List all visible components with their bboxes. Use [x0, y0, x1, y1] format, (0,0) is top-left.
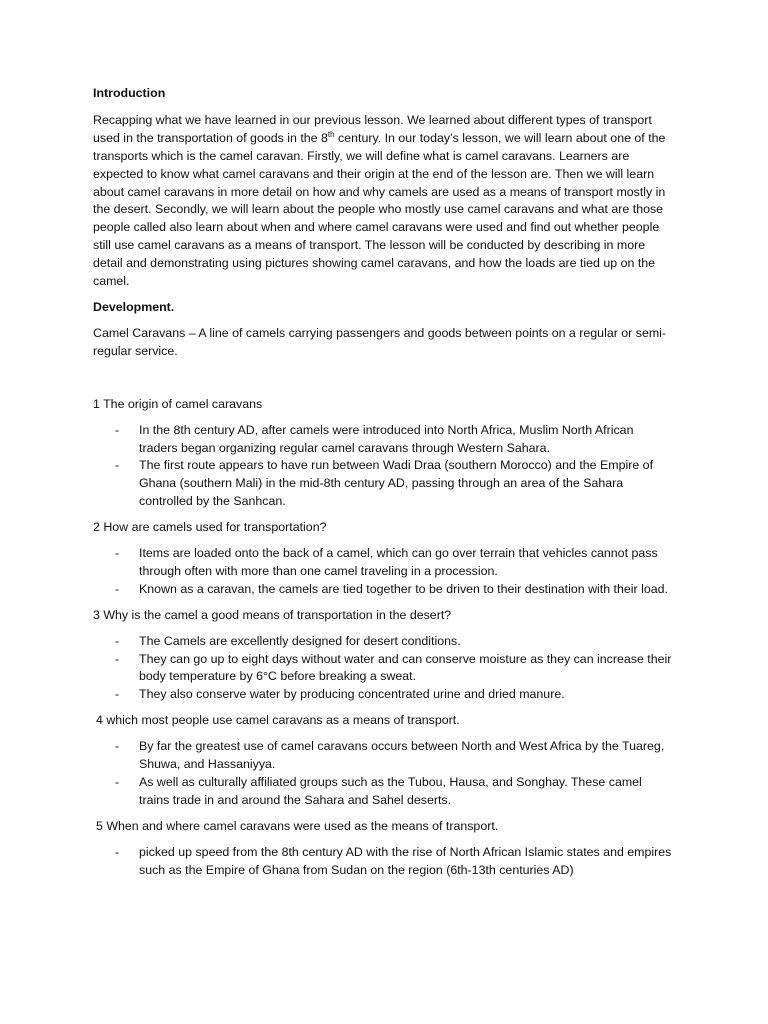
dash-bullet: -	[115, 422, 120, 437]
list-item	[93, 633, 675, 651]
bullet-list	[93, 422, 675, 512]
dash-bullet: -	[115, 687, 120, 702]
section-origin	[93, 396, 675, 511]
definition-paragraph: Camel Caravans – A line of camels carrying passengers and goods between points on a regular or semi-regular service.	[93, 325, 667, 358]
section-when-where	[93, 818, 675, 880]
document-page	[93, 85, 675, 880]
list-item-text: Items are loaded onto the back of a camel, which can go over terrain that vehicles cannot pass through often with more than one camel traveling in a procession.	[139, 546, 658, 578]
intro-paragraph	[93, 112, 675, 291]
list-item-text: The first route appears to have run between Wadi Draa (southern Morocco) and the Empire of Ghana (southern Mali) in the mid-8th century AD, passing through an area of the Sahara controlled by the Sanhcan.	[139, 458, 654, 509]
list-item	[93, 651, 675, 687]
list-item-text: As well as culturally affiliated groups such as the Tubou, Hausa, and Songhay. These camel trains trade in and around the Sahara and Sahel deserts.	[139, 775, 642, 807]
list-item	[93, 686, 675, 704]
intro-superscript: th	[327, 129, 335, 139]
dash-bullet: -	[115, 651, 120, 666]
section-title: 3 Why is the camel a good means of transportation in the desert?	[93, 607, 452, 622]
list-item-text: Known as a caravan, the camels are tied together to be driven to their destination with their load.	[139, 581, 668, 596]
section-title: 2 How are camels used for transportation?	[93, 520, 327, 535]
list-item-text: The Camels are excellently designed for desert conditions.	[139, 633, 461, 648]
bullet-list	[93, 738, 675, 810]
list-item-text: In the 8th century AD, after camels were introduced into North Africa, Muslim North African traders began organizing regular camel caravans through Western Sahara.	[139, 422, 634, 455]
dash-bullet: -	[115, 581, 120, 596]
dash-bullet: -	[115, 546, 120, 561]
development-heading: Development.	[93, 299, 175, 314]
dash-bullet: -	[115, 458, 120, 473]
section-why-good	[93, 607, 675, 705]
dash-bullet: -	[115, 844, 120, 859]
list-item	[93, 844, 675, 880]
list-item-text: picked up speed from the 8th century AD with the rise of North African Islamic states and empires such as the Empire of Ghana from Sudan on the region (6th-13th centuries AD)	[139, 844, 672, 877]
list-item	[93, 457, 675, 511]
list-item	[93, 581, 675, 599]
intro-heading: Introduction	[93, 86, 166, 100]
list-item	[93, 738, 675, 774]
section-title: 5 When and where camel caravans were used as the means of transport.	[96, 818, 499, 833]
section-title: 1 The origin of camel caravans	[93, 396, 263, 411]
intro-text-part2: century. In our today’s lesson, we will learn about one of the transports which is the camel caravan. Firstly, we will define what is camel caravans. Learners are expected to know what camel caravans and their origin at the end of the lesson are. Then we will learn about camel caravans in more detail on how and why camels are used as a means of transport mostly in the desert. Secondly, we will learn about the people who mostly use camel caravans and what are those people called also learn about when and where camel caravans were used and find out whether people still use camel caravans as a means of transport. The lesson will be conducted by describing in more detail and demonstrating using pictures showing camel caravans, and how the loads are tied up on the camel.	[93, 130, 666, 289]
bullet-list	[93, 633, 675, 705]
section-title: 4 which most people use camel caravans as a means of transport.	[96, 713, 460, 728]
bullet-list	[93, 844, 675, 880]
dash-bullet: -	[115, 633, 120, 648]
list-item	[93, 422, 675, 458]
list-item	[93, 774, 675, 810]
section-how-used	[93, 519, 675, 599]
list-item-text: They also conserve water by producing concentrated urine and dried manure.	[139, 687, 565, 702]
intro-text-part1: Recapping what we have learned in our previous lesson. We learned about different types of transport used in the transportation of goods in the 8	[93, 112, 652, 145]
dash-bullet: -	[115, 739, 120, 754]
list-item-text: By far the greatest use of camel caravans occurs between North and West Africa by the Tuareg, Shuwa, and Hassaniyya.	[139, 739, 665, 772]
list-item	[93, 545, 675, 581]
dash-bullet: -	[115, 775, 120, 789]
section-who-uses	[93, 712, 675, 810]
bullet-list	[93, 545, 675, 599]
list-item-text: They can go up to eight days without water and can conserve moisture as they can increase their body temperature by 6°C before breaking a sweat.	[139, 651, 672, 684]
